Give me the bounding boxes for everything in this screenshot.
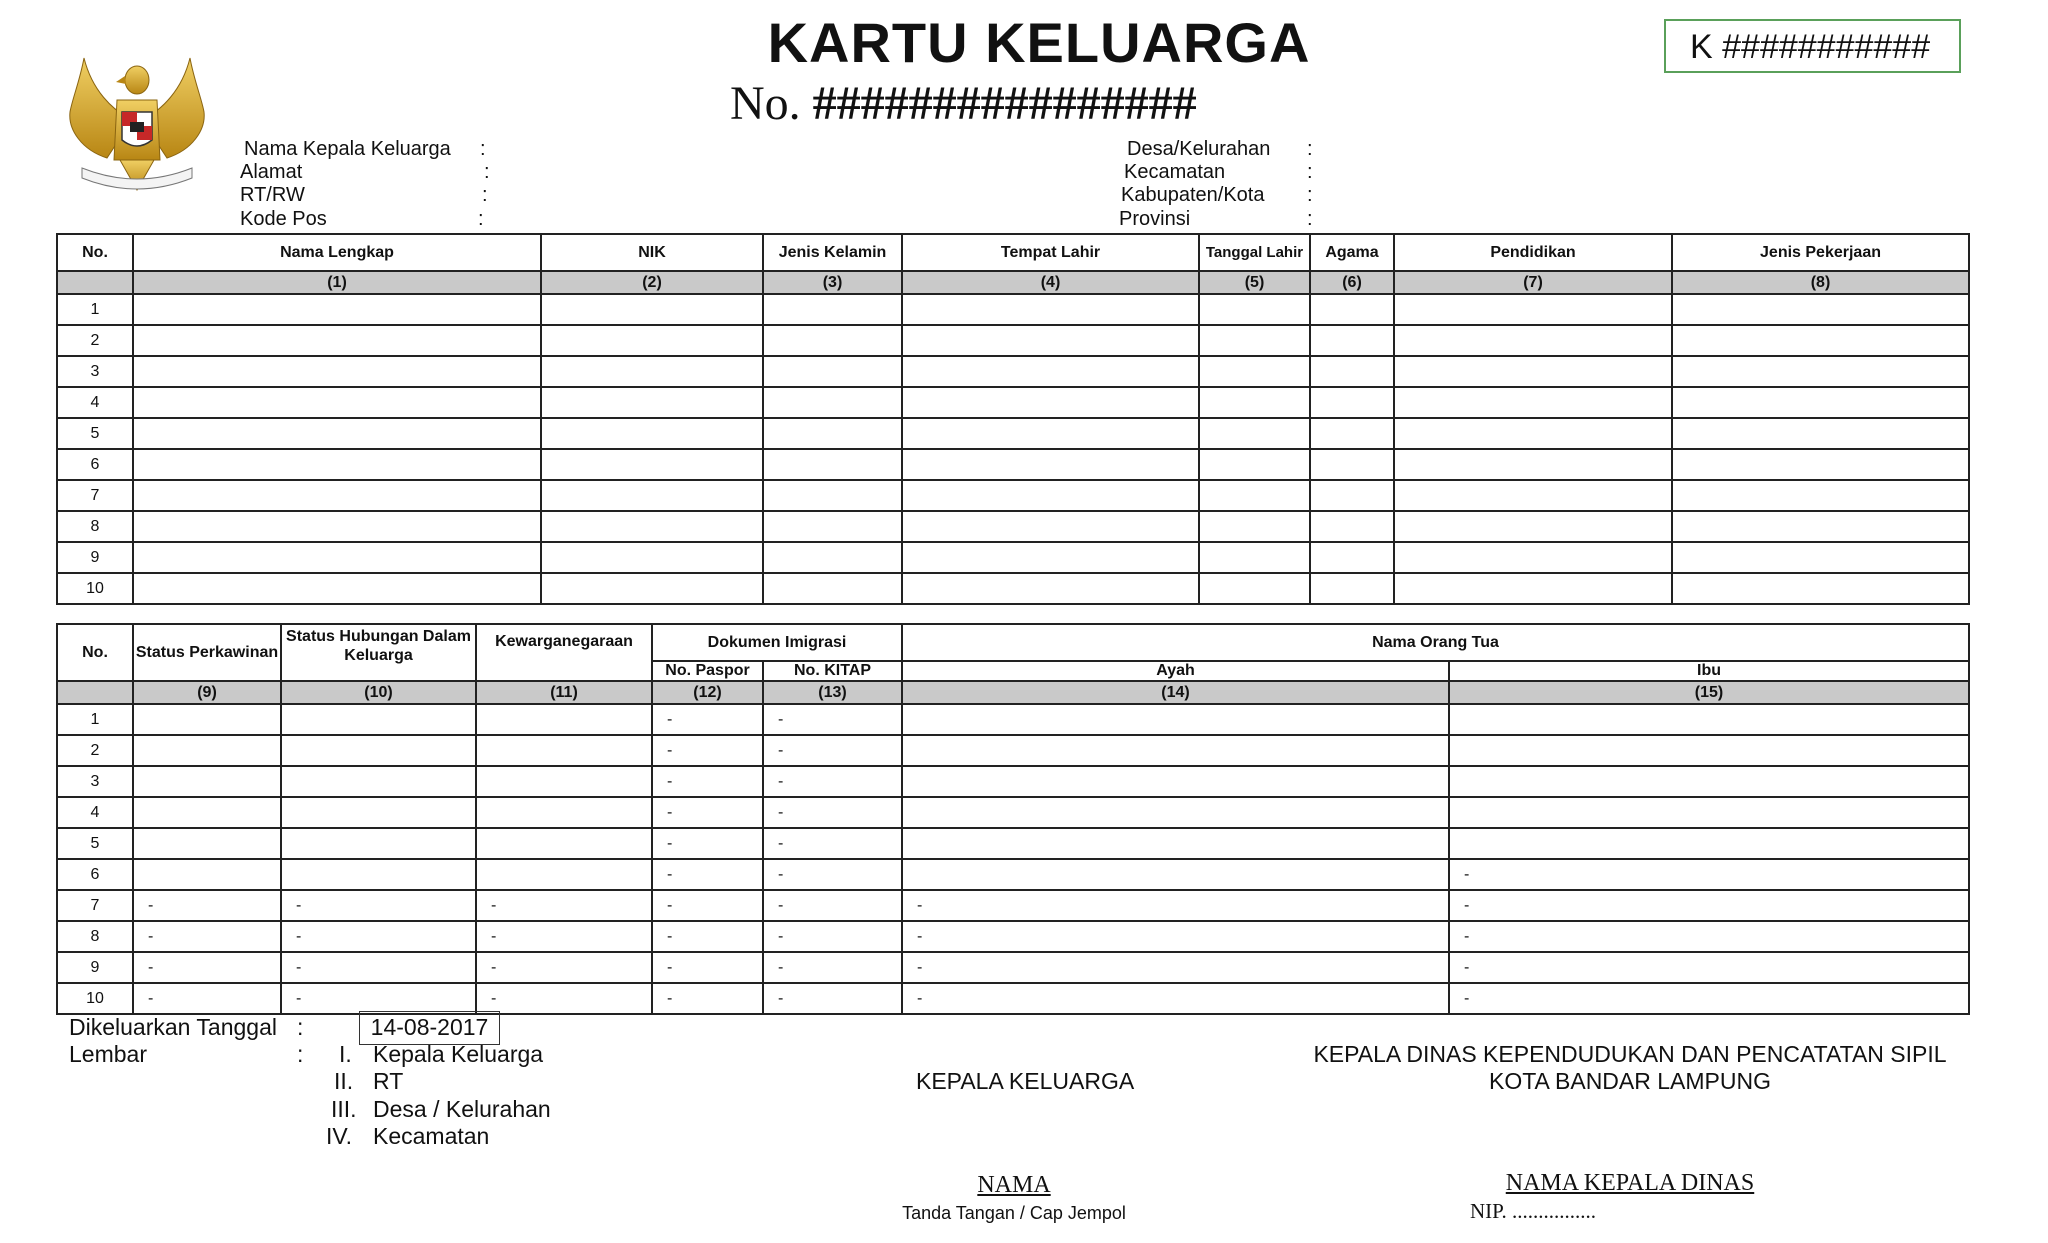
table-cell	[1199, 418, 1310, 449]
table-cell	[133, 704, 281, 735]
table-cell	[476, 828, 652, 859]
info-nama-kepala-label: Nama Kepala Keluarga	[244, 138, 451, 160]
table-cell: -	[763, 704, 902, 735]
table-cell	[133, 449, 541, 480]
table-cell	[1449, 735, 1969, 766]
issued-date-value: 14-08-2017	[359, 1011, 500, 1045]
table-cell: -	[1449, 983, 1969, 1014]
info-colon: :	[480, 138, 486, 160]
info-kecamatan-label: Kecamatan	[1124, 161, 1226, 183]
row-number: 6	[57, 859, 133, 890]
table-cell	[541, 449, 763, 480]
table-cell	[476, 704, 652, 735]
table-cell	[763, 542, 902, 573]
row-number: 5	[57, 828, 133, 859]
header-tempat-lahir: Tempat Lahir	[902, 234, 1199, 271]
table-cell: -	[763, 859, 902, 890]
table-cell	[133, 542, 541, 573]
table-cell: -	[652, 797, 763, 828]
issued-colon: :	[297, 1014, 304, 1040]
header-jenis-kelamin: Jenis Kelamin	[763, 234, 902, 271]
table-cell	[133, 387, 541, 418]
header-nik: NIK	[541, 234, 763, 271]
dinas-heading-line1: KEPALA DINAS KEPENDUDUKAN DAN PENCATATAN SIPIL	[1313, 1041, 1947, 1067]
table-cell	[902, 480, 1199, 511]
table-cell	[1394, 449, 1672, 480]
document-title: KARTU KELUARGA	[767, 11, 1311, 74]
table-row	[57, 890, 1969, 921]
info-alamat-label: Alamat	[240, 161, 303, 183]
table2-header-row	[57, 624, 1969, 661]
info-colon: :	[484, 161, 490, 183]
header-status-perkawinan: Status Perkawinan	[133, 624, 281, 681]
table-cell	[133, 294, 541, 325]
table1-header-row	[57, 234, 1969, 271]
table-cell	[281, 859, 476, 890]
table-cell	[1449, 828, 1969, 859]
kepala-keluarga-heading: KEPALA KELUARGA	[916, 1068, 1135, 1094]
table-cell	[476, 859, 652, 890]
row-number: 1	[57, 704, 133, 735]
table-row	[57, 542, 1969, 573]
table-cell	[1672, 573, 1969, 604]
table-cell: -	[281, 983, 476, 1014]
table-cell: -	[281, 890, 476, 921]
table-cell	[281, 766, 476, 797]
table-cell: -	[133, 890, 281, 921]
table-cell	[763, 418, 902, 449]
lembar-colon: :	[297, 1041, 304, 1067]
table-cell	[1672, 480, 1969, 511]
family-members-table	[56, 233, 1970, 605]
table-cell: -	[902, 921, 1449, 952]
table-cell	[1394, 418, 1672, 449]
table-cell	[1672, 511, 1969, 542]
table-cell: -	[1449, 921, 1969, 952]
table-cell	[1199, 294, 1310, 325]
table-cell	[1310, 356, 1394, 387]
table-cell	[1310, 387, 1394, 418]
table-cell	[133, 325, 541, 356]
table-cell: -	[763, 828, 902, 859]
lembar-roman: II.	[334, 1068, 354, 1094]
lembar-item: Kepala Keluarga	[373, 1041, 544, 1067]
table-cell	[281, 828, 476, 859]
table-row	[57, 859, 1969, 890]
table-cell	[476, 766, 652, 797]
table-cell	[1449, 766, 1969, 797]
header-pendidikan: Pendidikan	[1394, 234, 1672, 271]
table-cell	[902, 511, 1199, 542]
table-cell	[133, 828, 281, 859]
colnum-cell: (2)	[541, 271, 763, 294]
table-row	[57, 704, 1969, 735]
table-cell: -	[652, 735, 763, 766]
lembar-roman: I.	[339, 1041, 352, 1067]
row-number: 4	[57, 387, 133, 418]
table-cell	[763, 480, 902, 511]
colnum-cell: (3)	[763, 271, 902, 294]
lembar-roman: III.	[331, 1096, 357, 1122]
info-colon: :	[482, 184, 488, 206]
colnum-cell: (6)	[1310, 271, 1394, 294]
table-cell	[1394, 542, 1672, 573]
table-cell	[1199, 325, 1310, 356]
table-cell	[763, 573, 902, 604]
row-number: 3	[57, 766, 133, 797]
signature-name: NAMA	[977, 1172, 1051, 1198]
table-cell	[763, 387, 902, 418]
table-cell	[902, 325, 1199, 356]
table-cell	[1310, 511, 1394, 542]
table-cell: -	[902, 952, 1449, 983]
table-cell	[281, 735, 476, 766]
table-cell	[1310, 294, 1394, 325]
colnum-cell: (7)	[1394, 271, 1672, 294]
table-cell	[1394, 356, 1672, 387]
lembar-roman: IV.	[326, 1123, 353, 1149]
table-cell	[541, 418, 763, 449]
table-cell	[281, 704, 476, 735]
table-cell: -	[763, 890, 902, 921]
table-cell	[1449, 797, 1969, 828]
row-number: 8	[57, 511, 133, 542]
row-number: 3	[57, 356, 133, 387]
table-cell: -	[652, 828, 763, 859]
table-cell: -	[763, 921, 902, 952]
table-cell: -	[652, 983, 763, 1014]
table-cell: -	[652, 859, 763, 890]
table-cell: -	[763, 797, 902, 828]
table-row	[57, 735, 1969, 766]
table-row	[57, 511, 1969, 542]
table-cell	[902, 449, 1199, 480]
table-cell: -	[133, 921, 281, 952]
header-no: No.	[57, 234, 133, 271]
header-tanggal-lahir: Tanggal Lahir	[1199, 234, 1310, 271]
document-number-label: No.	[730, 77, 801, 130]
dinas-heading-line2: KOTA BANDAR LAMPUNG	[1488, 1068, 1772, 1094]
colnum-cell: (9)	[133, 681, 281, 704]
header-ibu: Ibu	[1449, 661, 1969, 681]
colnum-cell: (14)	[902, 681, 1449, 704]
info-colon: :	[478, 208, 484, 230]
table-cell: -	[652, 921, 763, 952]
table-cell: -	[1449, 890, 1969, 921]
table-cell: -	[763, 983, 902, 1014]
header-jenis-pekerjaan: Jenis Pekerjaan	[1672, 234, 1969, 271]
table-cell	[763, 325, 902, 356]
colnum-cell: (4)	[902, 271, 1199, 294]
table-row	[57, 294, 1969, 325]
table-cell: -	[476, 983, 652, 1014]
info-rtrw-label: RT/RW	[240, 184, 305, 206]
colnum-cell: (10)	[281, 681, 476, 704]
table-cell: -	[281, 921, 476, 952]
info-colon: :	[1307, 208, 1313, 230]
table-cell	[763, 356, 902, 387]
table-row	[57, 418, 1969, 449]
info-colon: :	[1307, 138, 1313, 160]
table-cell: -	[652, 704, 763, 735]
table-cell	[1394, 294, 1672, 325]
table-cell	[1394, 511, 1672, 542]
issued-date-label: Dikeluarkan Tanggal	[69, 1014, 277, 1040]
table-cell	[1394, 325, 1672, 356]
row-number: 1	[57, 294, 133, 325]
table-cell	[902, 859, 1449, 890]
table-cell	[902, 294, 1199, 325]
colnum-cell: (1)	[133, 271, 541, 294]
row-number: 4	[57, 797, 133, 828]
table-row	[57, 983, 1969, 1014]
table-cell	[133, 356, 541, 387]
info-provinsi-label: Provinsi	[1119, 208, 1191, 230]
header-no-kitap: No. KITAP	[763, 661, 902, 681]
header-kewarganegaraan: Kewarganegaraan	[476, 624, 652, 681]
row-number: 2	[57, 735, 133, 766]
table-cell	[1310, 325, 1394, 356]
info-kabupaten-label: Kabupaten/Kota	[1121, 184, 1265, 206]
table-cell	[1199, 573, 1310, 604]
table-cell	[1672, 449, 1969, 480]
table-cell	[1310, 449, 1394, 480]
header-dokumen-imigrasi: Dokumen Imigrasi	[652, 624, 902, 661]
table-cell: -	[902, 983, 1449, 1014]
table-cell	[281, 797, 476, 828]
table-cell	[1672, 325, 1969, 356]
header-status-hubungan: Status Hubungan Dalam Keluarga	[281, 624, 476, 681]
colnum-cell: (13)	[763, 681, 902, 704]
row-number: 9	[57, 952, 133, 983]
header-ayah: Ayah	[902, 661, 1449, 681]
info-colon: :	[1307, 184, 1313, 206]
table-cell	[541, 387, 763, 418]
table-cell	[1199, 449, 1310, 480]
table1-colnum-row	[57, 271, 1969, 294]
colnum-cell: (12)	[652, 681, 763, 704]
table-cell	[1394, 573, 1672, 604]
document-number-value: ################	[812, 77, 1197, 130]
table-row	[57, 797, 1969, 828]
table-cell	[902, 735, 1449, 766]
table-cell: -	[902, 890, 1449, 921]
colnum-cell: (11)	[476, 681, 652, 704]
table-cell: -	[133, 952, 281, 983]
row-number: 2	[57, 325, 133, 356]
table-cell	[1394, 480, 1672, 511]
table-cell	[902, 387, 1199, 418]
lembar-label: Lembar	[69, 1041, 147, 1067]
table-cell	[902, 418, 1199, 449]
table-cell	[1199, 387, 1310, 418]
row-number: 10	[57, 573, 133, 604]
table-cell	[1199, 542, 1310, 573]
table-row	[57, 828, 1969, 859]
table-cell	[902, 828, 1449, 859]
table-cell: -	[652, 952, 763, 983]
header-no-paspor: No. Paspor	[652, 661, 763, 681]
table-cell: -	[763, 952, 902, 983]
table-cell	[541, 356, 763, 387]
document-number	[730, 76, 1197, 131]
row-number: 10	[57, 983, 133, 1014]
info-kodepos-label: Kode Pos	[240, 208, 327, 230]
table-cell	[902, 542, 1199, 573]
table-cell	[763, 294, 902, 325]
table-cell	[133, 418, 541, 449]
info-colon: :	[1307, 161, 1313, 183]
table-row	[57, 766, 1969, 797]
table-cell	[1199, 480, 1310, 511]
table-cell	[541, 511, 763, 542]
table-cell	[541, 294, 763, 325]
table-cell: -	[476, 921, 652, 952]
family-status-table	[56, 623, 1970, 1015]
lembar-item: RT	[373, 1068, 404, 1094]
table-cell	[1449, 704, 1969, 735]
table2-colnum-row	[57, 681, 1969, 704]
table-row	[57, 952, 1969, 983]
table-cell	[902, 797, 1449, 828]
k-number-box: K ###########	[1664, 19, 1961, 73]
table-cell	[1394, 387, 1672, 418]
table-cell	[1672, 387, 1969, 418]
signature-kepala-dinas: NAMA KEPALA DINAS	[1505, 1170, 1755, 1196]
signature-caption: Tanda Tangan / Cap Jempol	[902, 1203, 1126, 1223]
row-number: 6	[57, 449, 133, 480]
table-cell: -	[763, 766, 902, 797]
table-cell: -	[763, 735, 902, 766]
info-desa-label: Desa/Kelurahan	[1127, 138, 1271, 160]
colnum-cell: (5)	[1199, 271, 1310, 294]
table-cell	[902, 573, 1199, 604]
table-cell: -	[281, 952, 476, 983]
table-row	[57, 325, 1969, 356]
table-row	[57, 921, 1969, 952]
row-number: 7	[57, 890, 133, 921]
table-row	[57, 356, 1969, 387]
table-cell	[763, 511, 902, 542]
row-number: 5	[57, 418, 133, 449]
table-cell: -	[652, 766, 763, 797]
table-row	[57, 387, 1969, 418]
header-agama: Agama	[1310, 234, 1394, 271]
table-cell	[902, 356, 1199, 387]
table-cell: -	[133, 983, 281, 1014]
table-cell	[133, 859, 281, 890]
table-cell: -	[652, 890, 763, 921]
table-cell	[541, 542, 763, 573]
header-nama-lengkap: Nama Lengkap	[133, 234, 541, 271]
table-cell	[1310, 480, 1394, 511]
colnum-cell: (15)	[1449, 681, 1969, 704]
table-cell	[902, 704, 1449, 735]
table-cell	[1310, 418, 1394, 449]
table-cell	[133, 480, 541, 511]
table-cell	[1672, 294, 1969, 325]
table-cell	[133, 797, 281, 828]
table-cell	[133, 766, 281, 797]
table-cell	[133, 735, 281, 766]
table-cell	[1672, 356, 1969, 387]
table-cell	[541, 573, 763, 604]
table-cell	[541, 325, 763, 356]
table-cell	[1672, 418, 1969, 449]
table-cell	[1310, 573, 1394, 604]
row-number: 9	[57, 542, 133, 573]
header-nama-orang-tua: Nama Orang Tua	[902, 624, 1969, 661]
colnum-cell	[57, 681, 133, 704]
table-cell	[763, 449, 902, 480]
colnum-cell: (8)	[1672, 271, 1969, 294]
table-cell: -	[1449, 859, 1969, 890]
lembar-item: Kecamatan	[373, 1123, 490, 1149]
table-cell	[1672, 542, 1969, 573]
table-cell	[1199, 356, 1310, 387]
lembar-item: Desa / Kelurahan	[373, 1096, 551, 1122]
table-cell	[133, 511, 541, 542]
table-row	[57, 573, 1969, 604]
colnum-cell	[57, 271, 133, 294]
table-cell	[476, 797, 652, 828]
table-row	[57, 480, 1969, 511]
row-number: 8	[57, 921, 133, 952]
table-cell	[133, 573, 541, 604]
table-cell: -	[476, 952, 652, 983]
row-number: 7	[57, 480, 133, 511]
table-row	[57, 449, 1969, 480]
table-cell	[902, 766, 1449, 797]
table-cell	[1199, 511, 1310, 542]
table-cell	[541, 480, 763, 511]
table-cell	[476, 735, 652, 766]
header-no: No.	[57, 624, 133, 681]
table-cell: -	[1449, 952, 1969, 983]
table-cell	[1310, 542, 1394, 573]
nip-line: NIP. ................	[1470, 1199, 1597, 1223]
table-cell: -	[476, 890, 652, 921]
